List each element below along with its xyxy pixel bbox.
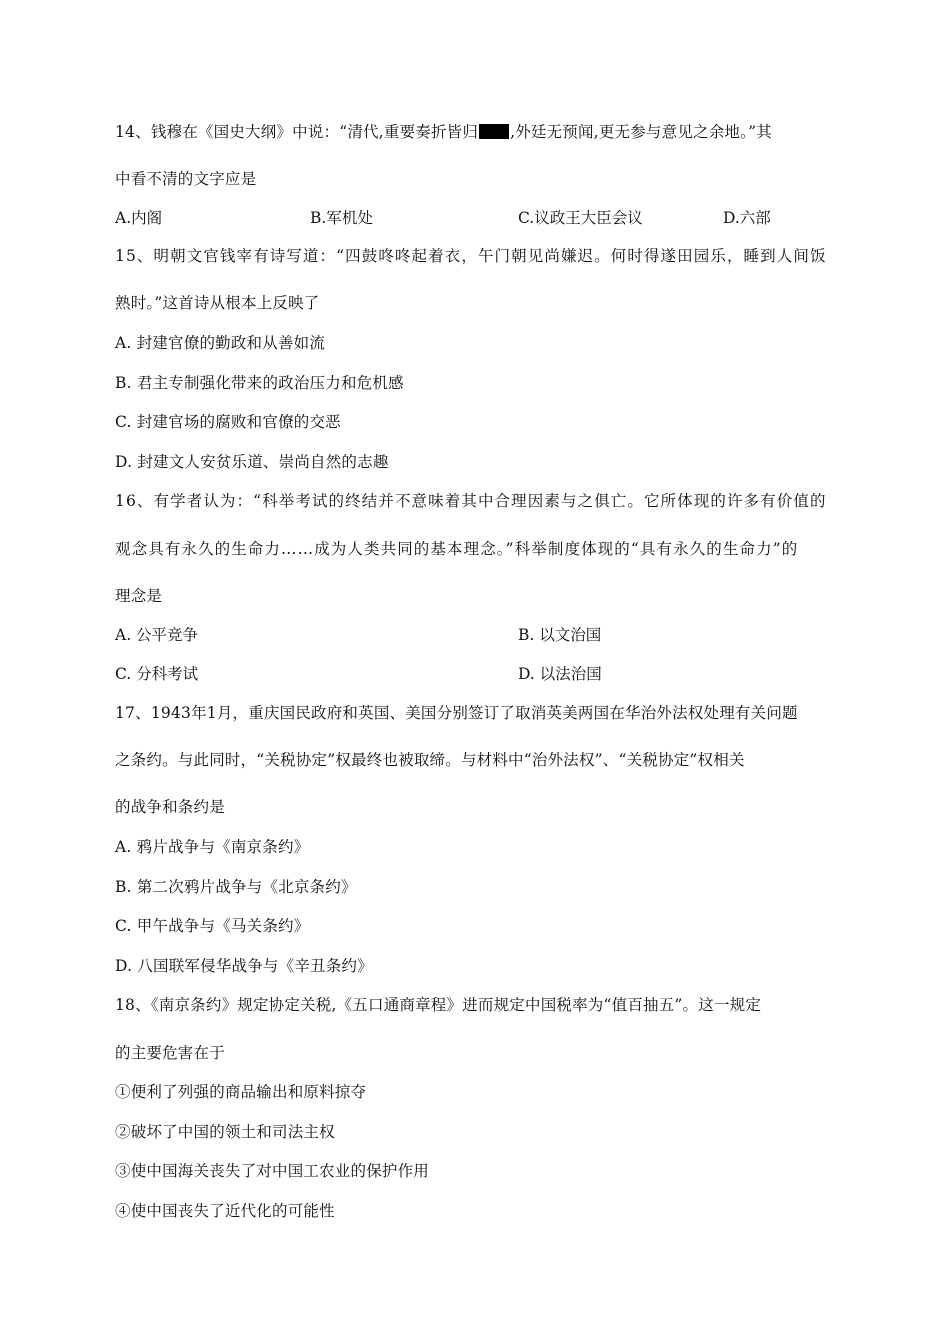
q14-option-c: C.议政王大臣会议 — [518, 209, 643, 227]
q18-item-3: ③使中国海关丧失了对中国工农业的保护作用 — [115, 1162, 430, 1180]
q17-option-d: D. 八国联军侵华战争与《辛丑条约》 — [115, 957, 373, 975]
q14-text-after: ,外廷无预闻,更无参与意见之余地。”其 — [510, 123, 772, 141]
q15-option-a: A. 封建官僚的勤政和从善如流 — [115, 334, 326, 352]
q16-line1: 16、有学者认为：“科举考试的终结并不意味着其中合理因素与之俱亡。它所体现的许多有价值的 — [115, 492, 827, 510]
q15-option-b: B. 君主专制强化带来的政治压力和危机感 — [115, 374, 404, 392]
q15-line2: 熟时。”这首诗从根本上反映了 — [115, 294, 320, 312]
q16-line3: 理念是 — [115, 587, 163, 605]
q14-text-before: 14、钱穆在《国史大纲》中说：“清代,重要奏折皆归 — [115, 123, 479, 141]
q16-option-d: D. 以法治国 — [518, 665, 602, 683]
q18-item-2: ②破坏了中国的领土和司法主权 — [115, 1123, 335, 1141]
q14-line1 — [115, 122, 772, 142]
q17-line1: 17、1943年1月，重庆国民政府和英国、美国分别签订了取消英美两国在华治外法权处理有关问题 — [115, 704, 798, 722]
q15-line1: 15、明朝文官钱宰有诗写道：“四鼓咚咚起着衣，午门朝见尚嫌迟。何时得遂田园乐，睡到人间饭 — [115, 247, 827, 265]
q18-item-1: ①便利了列强的商品输出和原料掠夺 — [115, 1083, 367, 1101]
q15-option-d: D. 封建文人安贫乐道、崇尚自然的志趣 — [115, 453, 389, 471]
q16-option-a: A. 公平竞争 — [115, 626, 199, 644]
q17-line2: 之条约。与此同时，“关税协定”权最终也被取缔。与材料中“治外法权”、“关税协定”权相关 — [115, 751, 745, 769]
q17-line3: 的战争和条约是 — [115, 798, 225, 816]
redacted-blank — [479, 124, 509, 139]
q14-option-b: B.军机处 — [310, 209, 373, 227]
q14-option-d: D.六部 — [723, 209, 771, 227]
q16-line2: 观念具有永久的生命力……成为人类共同的基本理念。”科举制度体现的“具有永久的生命力”的 — [115, 540, 799, 558]
q16-option-b: B. 以文治国 — [518, 626, 602, 644]
q18-line2: 的主要危害在于 — [115, 1044, 225, 1062]
q16-option-c: C. 分科考试 — [115, 665, 199, 683]
q17-option-b: B. 第二次鸦片战争与《北京条约》 — [115, 878, 357, 896]
q15-option-c: C. 封建官场的腐败和官僚的交恶 — [115, 413, 341, 431]
q14-option-a: A.内阁 — [115, 209, 163, 227]
q18-line1: 18、《南京条约》规定协定关税,《五口通商章程》进而规定中国税率为“值百抽五”。这一规定 — [115, 996, 762, 1014]
q14-line2: 中看不清的文字应是 — [115, 170, 257, 188]
q18-item-4: ④使中国丧失了近代化的可能性 — [115, 1202, 335, 1220]
q17-option-a: A. 鸦片战争与《南京条约》 — [115, 838, 310, 856]
q17-option-c: C. 甲午战争与《马关条约》 — [115, 917, 310, 935]
